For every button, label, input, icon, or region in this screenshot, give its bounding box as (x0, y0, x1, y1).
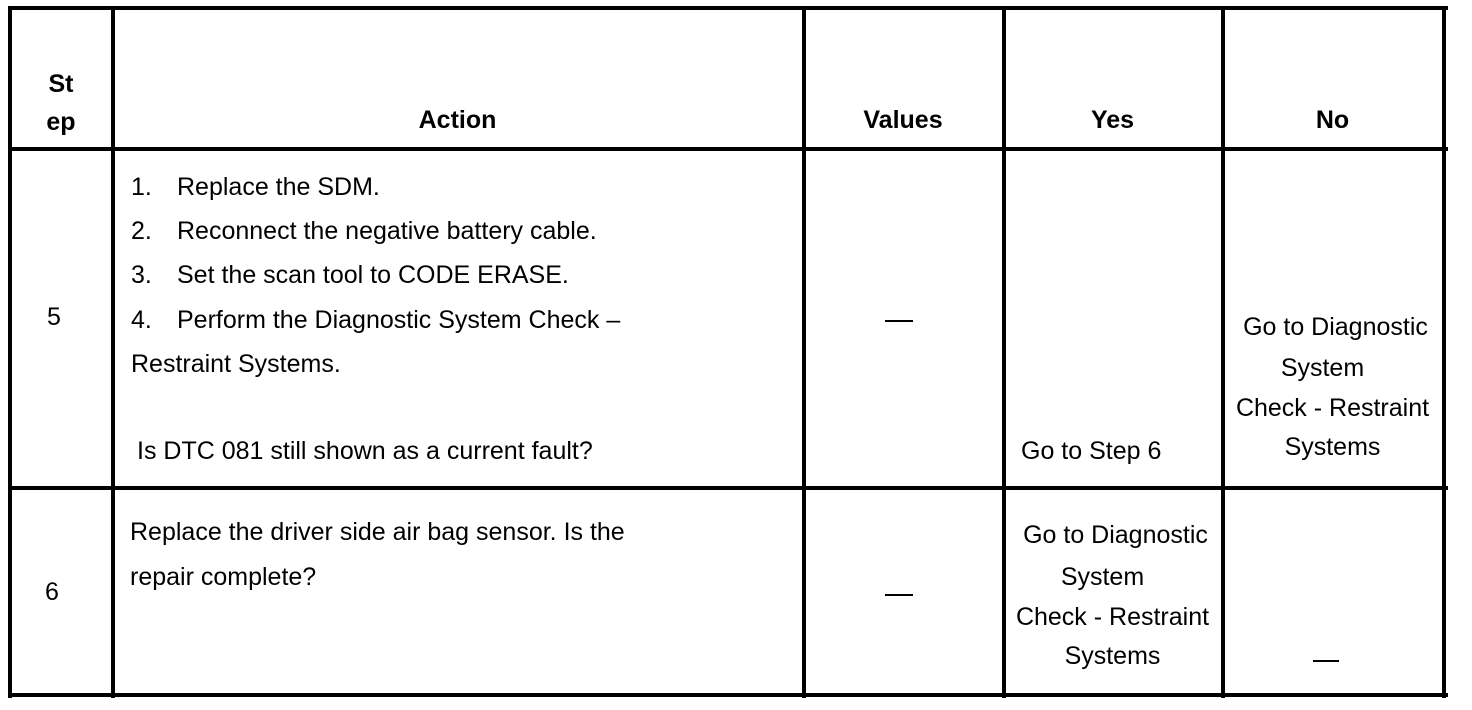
header-values: Values (863, 106, 943, 134)
header-step (12, 65, 110, 141)
no-result-line: Go to Diagnostic (1243, 313, 1428, 341)
row-divider (8, 486, 1448, 490)
yes-result-line: Check - Restraint (1015, 603, 1210, 631)
action-continuation: Restraint Systems. (131, 350, 341, 378)
list-item-text: Set the scan tool to CODE ERASE. (177, 261, 569, 289)
step-number: 5 (47, 303, 61, 331)
yes-result-line: System (1060, 563, 1145, 591)
action-text-line: Replace the driver side air bag sensor. Is the (130, 518, 625, 546)
header-action: Action (418, 106, 497, 134)
yes-result-line: Systems (1064, 642, 1161, 670)
yes-result (1006, 515, 1219, 677)
no-result (1225, 307, 1440, 468)
action-text-line: repair complete? (130, 563, 317, 591)
header-step-line2: ep (46, 108, 76, 136)
no-result-line: Check - Restraint (1235, 394, 1430, 422)
step-number: 6 (45, 578, 59, 606)
header-step-line1: St (48, 70, 74, 98)
values-dash (885, 594, 913, 596)
list-item-text: Perform the Diagnostic System Check – (177, 306, 621, 334)
list-item-text: Replace the SDM. (177, 173, 380, 201)
list-item-number: 1. (131, 173, 152, 201)
list-item-number: 4. (131, 306, 152, 334)
table-border-bottom (8, 693, 1448, 697)
list-item (131, 216, 597, 246)
action-text (130, 510, 625, 600)
header-yes: Yes (1090, 106, 1135, 134)
table-border-right (1442, 8, 1446, 698)
values-dash (885, 320, 913, 322)
list-item (131, 305, 620, 335)
action-question: Is DTC 081 still shown as a current fault? (137, 437, 593, 465)
no-dash (1313, 660, 1339, 662)
list-item (131, 172, 380, 202)
list-item-text: Reconnect the negative battery cable. (177, 217, 597, 245)
header-divider (8, 147, 1448, 151)
table-border-top (8, 6, 1448, 10)
list-item-number: 3. (131, 261, 152, 289)
yes-result: Go to Step 6 (1021, 437, 1162, 465)
list-item (131, 260, 569, 290)
no-result-line: System (1280, 354, 1365, 382)
no-result-line: Systems (1284, 433, 1381, 461)
header-no: No (1315, 106, 1350, 134)
yes-result-line: Go to Diagnostic (1023, 521, 1208, 549)
list-item-number: 2. (131, 217, 152, 245)
